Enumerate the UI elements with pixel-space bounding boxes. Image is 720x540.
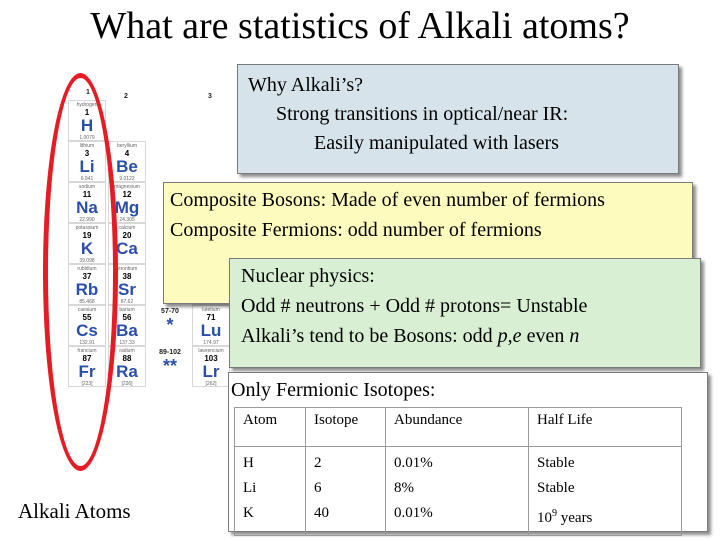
- element-mass: 9.0122: [119, 176, 135, 182]
- electron-symbol: e: [512, 325, 522, 347]
- group-2-label: 2: [124, 93, 128, 100]
- isotope-h: 2: [314, 455, 322, 471]
- element-lawrencium: [192, 346, 230, 387]
- element-name: lawrencium: [198, 348, 224, 354]
- half-life-cell: [529, 447, 682, 536]
- element-beryllium: [108, 141, 146, 182]
- lanthanide-marker: *: [166, 315, 174, 335]
- header-isotope: Isotope: [306, 408, 386, 447]
- fermionic-isotopes-box: [228, 372, 708, 532]
- abundance-cell: [386, 447, 529, 536]
- element-number: 88: [122, 354, 132, 363]
- element-mass: 174.97: [203, 340, 219, 346]
- element-mass: [223]: [81, 381, 93, 387]
- composite-fermions-text: Composite Fermions: odd number of fermions: [170, 219, 542, 241]
- even-text: even: [521, 325, 570, 347]
- element-mass: 87.62: [120, 299, 134, 305]
- alkali-boson-prefix: Alkali’s tend to be Bosons: odd: [241, 325, 498, 347]
- element-mass: 39.098: [79, 258, 95, 264]
- element-symbol: Ca: [116, 239, 138, 258]
- element-number: 55: [82, 313, 92, 322]
- header-atom: Atom: [235, 408, 306, 447]
- element-name: rubidium: [77, 266, 97, 272]
- element-symbol: Ba: [116, 321, 138, 340]
- alkali-atoms-label: Alkali Atoms: [18, 499, 131, 523]
- element-mass: 132.91: [79, 340, 95, 346]
- alkali-highlight-oval: [43, 73, 118, 471]
- element-symbol: Li: [79, 157, 95, 176]
- element-mass: 1.0079: [79, 135, 95, 141]
- element-number: 38: [122, 272, 132, 281]
- abundance-k: 0.01%: [394, 505, 433, 521]
- element-number: 3: [84, 149, 90, 158]
- atom-h: H: [243, 455, 254, 471]
- isotope-k: 40: [314, 505, 329, 521]
- half-life-unit: years: [557, 510, 593, 526]
- nuclear-physics-box: [229, 258, 701, 368]
- element-symbol: H: [80, 116, 94, 135]
- fermionic-heading: Only Fermionic Isotopes:: [231, 379, 436, 401]
- element-name: lutetium: [202, 307, 220, 313]
- element-name: lithium: [79, 143, 95, 149]
- element-name: magnesium: [114, 184, 140, 190]
- element-number: 1: [84, 108, 90, 117]
- group-1-label: 1: [86, 89, 90, 96]
- actinide-placeholder: [150, 349, 190, 377]
- composite-bosons-text: Composite Bosons: Made of even number of fermions: [170, 189, 605, 211]
- element-number: 12: [122, 190, 132, 199]
- element-number: 71: [206, 313, 216, 322]
- slide-title: What are statistics of Alkali atoms?: [90, 5, 630, 47]
- element-name: caesium: [77, 307, 97, 313]
- element-name: potassium: [75, 225, 99, 231]
- element-number: 11: [82, 190, 92, 199]
- atom-li: Li: [243, 480, 257, 496]
- element-name: radium: [119, 348, 135, 354]
- atom-cell: [235, 447, 306, 536]
- isotope-table: [234, 407, 682, 536]
- abundance-h: 0.01%: [394, 455, 433, 471]
- neutron-symbol: n: [569, 325, 580, 347]
- half-life-li: Stable: [537, 480, 575, 496]
- element-number: 56: [122, 313, 132, 322]
- lanthanide-placeholder: [150, 308, 190, 336]
- why-heading: Why Alkali’s?: [248, 74, 363, 96]
- isotope-li: 6: [314, 480, 322, 496]
- alkali-boson-text: [241, 321, 700, 351]
- table-row: [235, 447, 682, 536]
- isotope-cell: [306, 447, 386, 536]
- group-3-label: 3: [208, 93, 212, 100]
- element-name: strontium: [116, 266, 138, 272]
- element-number: 37: [82, 272, 92, 281]
- table-header-row: [235, 408, 682, 447]
- element-number: 4: [124, 149, 130, 158]
- element-symbol: Ra: [116, 362, 138, 381]
- lanthanide-range: 57-70: [161, 308, 179, 315]
- element-name: hydrogen: [76, 102, 98, 108]
- element-name: barium: [119, 307, 135, 313]
- abundance-li: 8%: [394, 480, 414, 496]
- element-symbol: Rb: [75, 280, 99, 299]
- element-mass: 137.33: [119, 340, 135, 346]
- element-mass: 22.990: [79, 217, 95, 223]
- atom-k: K: [243, 505, 254, 521]
- element-symbol: Sr: [118, 280, 136, 299]
- why-detail: Easily manipulated with lasers: [314, 132, 559, 154]
- element-number: 20: [122, 231, 132, 240]
- element-name: calcium: [118, 225, 136, 231]
- header-half-life: Half Life: [529, 408, 682, 447]
- half-life-k: [537, 501, 673, 531]
- why-reason: Strong transitions in optical/near IR:: [276, 103, 569, 125]
- element-mass: 85.468: [79, 299, 95, 305]
- comma: ,: [507, 325, 513, 347]
- actinide-range: 89-102: [159, 349, 181, 356]
- actinide-marker: **: [162, 356, 177, 376]
- element-number: 87: [82, 354, 92, 363]
- element-mass: [226]: [121, 381, 133, 387]
- element-number: 19: [82, 231, 92, 240]
- element-mass: 6.941: [80, 176, 94, 182]
- element-number: 103: [204, 354, 218, 363]
- element-symbol: Lr: [202, 362, 220, 381]
- element-symbol: Fr: [78, 362, 96, 381]
- element-symbol: Lu: [200, 321, 222, 340]
- element-mass: 24.305: [119, 217, 135, 223]
- half-life-exponent: 9: [552, 508, 557, 519]
- element-symbol: Be: [116, 157, 138, 176]
- header-abundance: Abundance: [386, 408, 529, 447]
- element-symbol: Na: [76, 198, 98, 217]
- half-life-h: Stable: [537, 455, 575, 471]
- element-name: francium: [77, 348, 97, 354]
- element-symbol: K: [80, 239, 94, 258]
- element-lutetium: [192, 305, 230, 346]
- proton-symbol: p: [497, 325, 508, 347]
- element-symbol: Cs: [76, 321, 98, 340]
- element-symbol: Mg: [114, 198, 140, 217]
- element-mass: [262]: [205, 381, 217, 387]
- half-life-base: 10: [537, 510, 552, 526]
- element-name: beryllium: [116, 143, 137, 149]
- nuclear-heading: Nuclear physics:: [241, 265, 375, 287]
- nuclear-stability-text: Odd # neutrons + Odd # protons= Unstable: [241, 295, 588, 317]
- element-name: sodium: [78, 184, 96, 190]
- why-alkali-box: [237, 64, 679, 174]
